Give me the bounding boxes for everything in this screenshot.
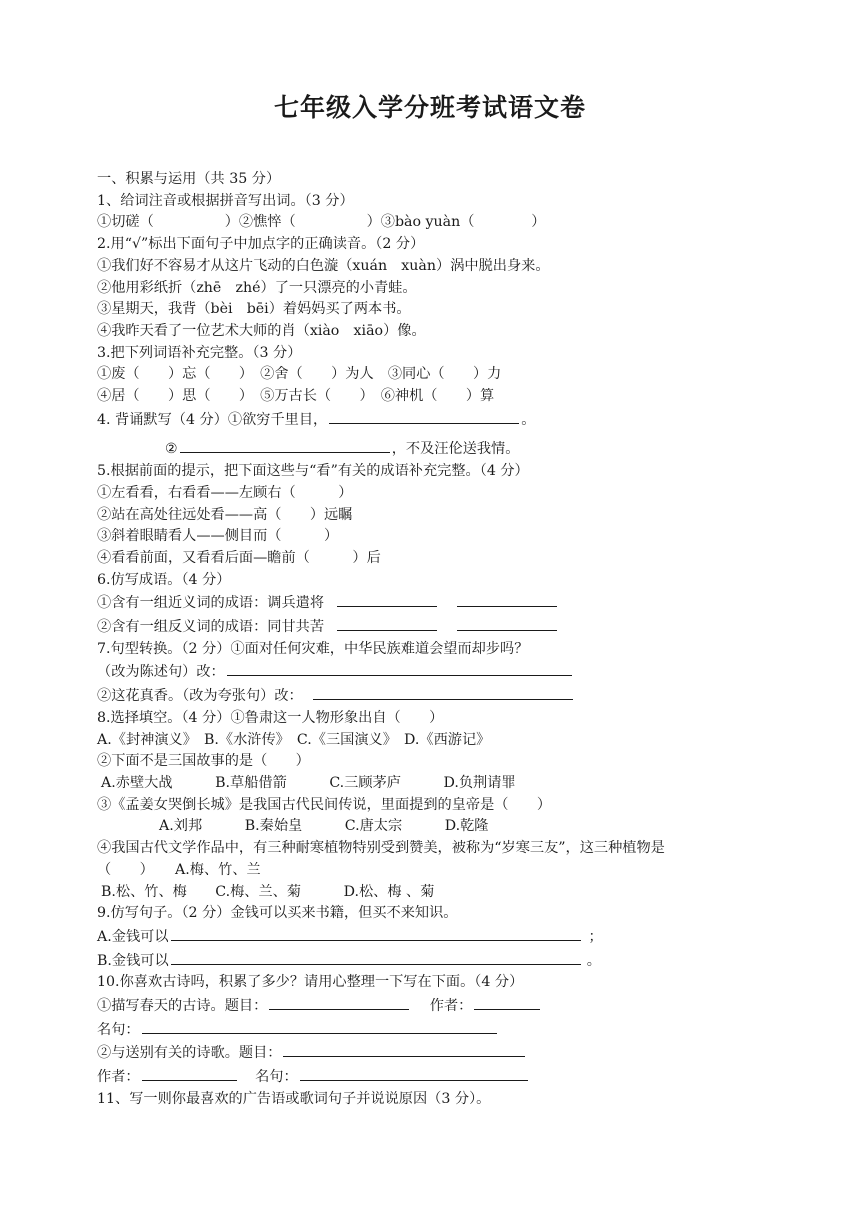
punctuation: 。: [521, 411, 536, 428]
question-9-prompt: B.金钱可以: [97, 952, 169, 969]
question-5-item: ④看看前面，又看看后面—瞻前（ ）后: [97, 549, 381, 566]
exam-title: 七年级入学分班考试语文卷: [273, 93, 586, 122]
question-6-stem: 6.仿写成语。（4 分）: [97, 571, 231, 588]
question-8-sub: ④我国古代文学作品中，有三种耐寒植物特别受到赞美，被称为“岁寒三友”，这三种植物是: [97, 840, 665, 857]
punctuation: 。: [586, 952, 601, 969]
answer-blank: [329, 408, 519, 424]
question-5-item: ③斜着眼睛看人——侧目而（ ）: [97, 528, 339, 545]
question-10-prompt: ②与送别有关的诗歌。题目：: [97, 1045, 282, 1062]
question-4-line2: [97, 437, 827, 461]
question-3-stem: 3.把下列词语补充完整。（3 分）: [97, 344, 302, 361]
question-9-item: [97, 949, 827, 973]
question-8-options: A.刘邦 B.秦始皇 C.唐太宗 D.乾隆: [159, 818, 489, 835]
answer-blank: [171, 949, 581, 965]
author-label: 作者：: [429, 998, 473, 1015]
famous-line-label: 名句：: [97, 1021, 140, 1038]
question-2-item: ③星期天，我背（bèi bēi）着妈妈买了两本书。: [97, 301, 411, 318]
answer-blank: [300, 1065, 528, 1081]
question-7-prompt: ②这花真香。（改为夸张句）改：: [97, 688, 303, 705]
question-8-sub: （ ） A.梅、竹、兰: [97, 861, 261, 878]
question-6-item: [97, 591, 827, 615]
question-10-item: [97, 1018, 827, 1042]
question-5-item: ①左看看，右看看——左顾右（ ）: [97, 484, 353, 501]
question-5-stem: 5.根据前面的提示，把下面这些与“看”有关的成语补充完整。（4 分）: [97, 463, 529, 480]
question-4-line1: [97, 408, 827, 432]
question-7-item: [97, 660, 827, 684]
question-8-options: B.松、竹、梅 C.梅、兰、菊 D.松、梅 、菊: [101, 883, 435, 900]
author-label: 作者：: [97, 1069, 140, 1086]
answer-blank: [337, 591, 437, 607]
famous-line-label: 名句：: [255, 1069, 298, 1086]
answer-blank: [227, 660, 572, 676]
question-5-item: ②站在高处往远处看——高（ ）远瞩: [97, 506, 353, 523]
question-10-item: [97, 1065, 827, 1089]
answer-blank: [180, 437, 390, 453]
question-8-sub: ②下面不是三国故事的是（ ）: [97, 753, 310, 770]
question-8-options: A.赤壁大战 B.草船借箭 C.三顾茅庐 D.负荆请罪: [101, 774, 516, 791]
exam-body: [97, 169, 827, 1111]
answer-blank: [142, 1018, 497, 1034]
answer-blank: [283, 1041, 525, 1057]
question-2-item: ④我昨天看了一位艺术大师的肖（xiào xiāo）像。: [97, 322, 426, 339]
question-7-prompt: （改为陈述句）改：: [97, 664, 225, 681]
verse-text: ，不及汪伦送我情。: [391, 441, 520, 458]
question-1-stem: 1、给词注音或根据拼音写出词。（3 分）: [97, 192, 354, 209]
question-1-items: ①切磋（ ）②憔悴（ ）③bào yuàn（ ）: [97, 214, 546, 231]
question-3-row: ①废（ ）忘（ ） ②舍（ ）为人 ③同心（ ）力: [97, 366, 502, 383]
question-2-stem: 2.用“√”标出下面句子中加点字的正确读音。（2 分）: [97, 236, 425, 253]
question-9-prompt: A.金钱可以: [97, 928, 169, 945]
answer-blank: [457, 615, 557, 631]
question-4-stem: 4. 背诵默写（4 分）①欲穷千里目，: [97, 411, 328, 428]
answer-blank: [474, 994, 540, 1010]
question-11-stem: 11、写一则你最喜欢的广告语或歌词句子并说说原因（3 分）。: [97, 1090, 491, 1107]
question-3-row: ④居（ ）思（ ） ⑤万古长（ ） ⑥神机（ ）算: [97, 388, 495, 405]
question-2-item: ①我们好不容易才从这片飞动的白色漩（xuán xuàn）涡中脱出身来。: [97, 257, 550, 274]
question-10-item: [97, 1041, 827, 1065]
answer-blank: [457, 591, 557, 607]
question-7-item: [97, 684, 827, 708]
section-heading: 一、积累与运用（共 35 分）: [97, 171, 281, 187]
question-6-prompt: ②含有一组反义词的成语：同甘共苦: [97, 619, 325, 636]
question-9-stem: 9.仿写句子。（2 分）金钱可以买来书籍，但买不来知识。: [97, 905, 458, 922]
answer-blank: [171, 925, 581, 941]
answer-blank: [269, 994, 409, 1010]
answer-blank: [142, 1065, 237, 1081]
question-6-prompt: ①含有一组近义词的成语：调兵遣将: [97, 595, 325, 612]
question-7-stem: 7.句型转换。（2 分）①面对任何灾难，中华民族难道会望而却步吗？: [97, 640, 529, 657]
question-10-prompt: ①描写春天的古诗。题目：: [97, 998, 268, 1015]
question-8-options: A.《封神演义》 B.《水浒传》 C.《三国演义》 D.《西游记》: [97, 731, 491, 748]
item-marker: ②: [165, 441, 178, 458]
question-8-sub: ③《孟姜女哭倒长城》是我国古代民间传说，里面提到的皇帝是（ ）: [97, 796, 552, 813]
question-2-item: ②他用彩纸折（zhē zhé）了一只漂亮的小青蛙。: [97, 279, 417, 296]
question-8-stem: 8.选择填空。（4 分）①鲁肃这一人物形象出自（ ）: [97, 709, 444, 726]
punctuation: ；: [588, 928, 603, 945]
question-9-item: [97, 925, 827, 949]
answer-blank: [313, 684, 573, 700]
answer-blank: [337, 615, 437, 631]
question-10-item: [97, 994, 827, 1018]
question-10-stem: 10.你喜欢古诗吗，积累了多少？请用心整理一下写在下面。（4 分）: [97, 974, 524, 991]
question-6-item: [97, 615, 827, 639]
